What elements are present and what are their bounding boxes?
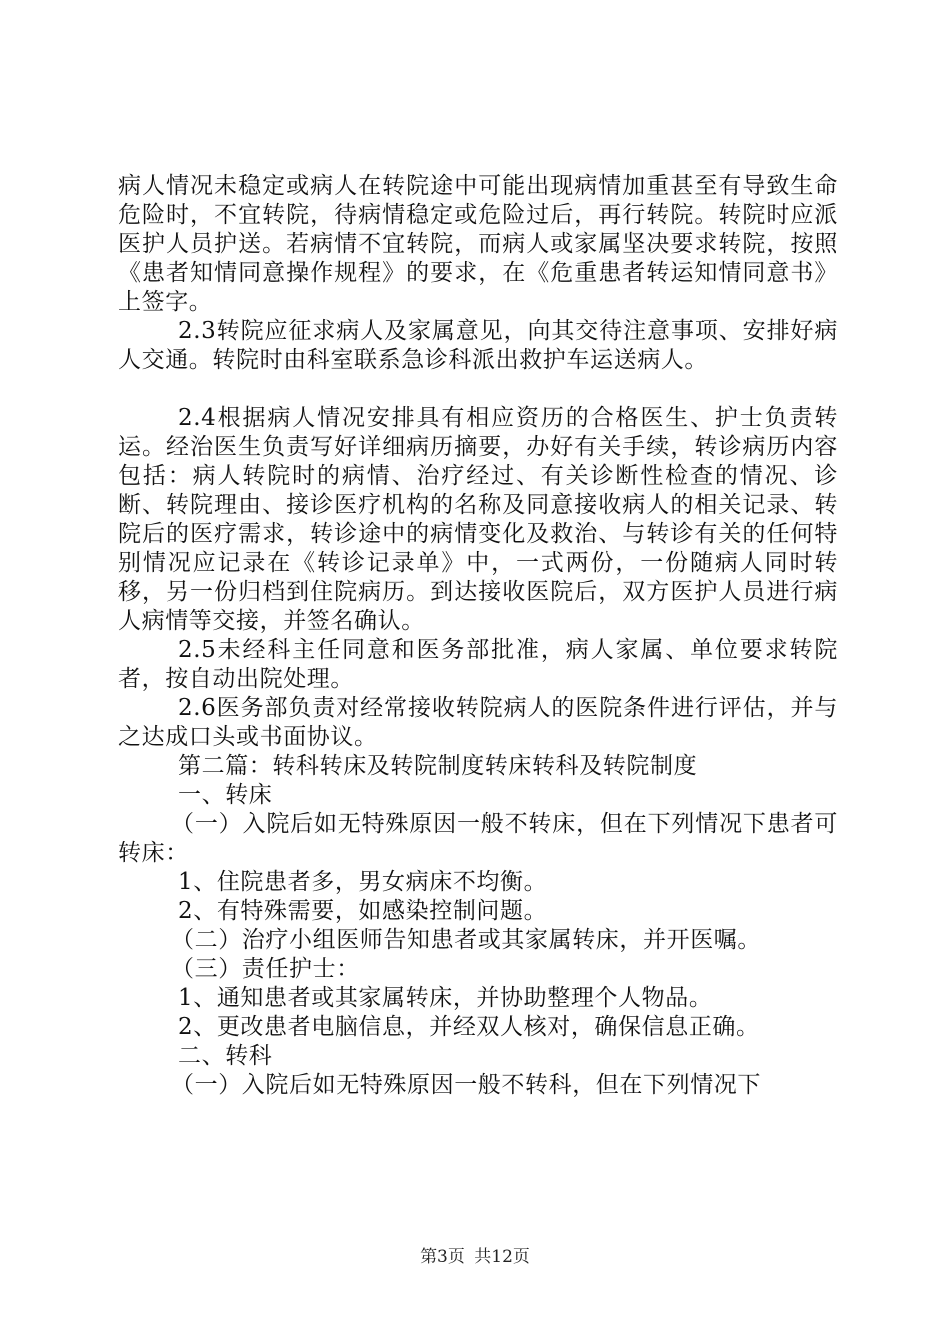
- paragraph-bed-1: （一）入院后如无特殊原因一般不转床，但在下列情况下患者可转床：: [118, 811, 838, 866]
- list-item-bed-1: 1、住院患者多，男女病床不均衡。: [178, 869, 548, 895]
- paragraph-transfer-conditions: 病人情况未稳定或病人在转院途中可能出现病情加重甚至有导致生命危险时，不宜转院，待病情稳定或危险过后，再行转院。转院时应派医护人员护送。若病情不宜转院，而病人或家属坚决要求转院，按照《患者知情同意操作规程》的要求，在《危重患者转运知情同意书》上签字。: [118, 173, 838, 315]
- paragraph-bed-3: （三）责任护士：: [171, 956, 360, 982]
- section-title-part-two: 第二篇：转科转床及转院制度转床转科及转院制度: [178, 753, 698, 779]
- page-footer: [0, 1242, 950, 1267]
- paragraph-dept-1: （一）入院后如无特殊原因一般不转科，但在下列情况下: [171, 1072, 761, 1098]
- paragraph-bed-2: （二）治疗小组医师告知患者或其家属转床，并开医嘱。: [171, 927, 761, 953]
- heading-transfer-dept: 二、转科: [178, 1043, 273, 1069]
- list-item-nurse-2: 2、更改患者电脑信息，并经双人核对，确保信息正确。: [178, 1014, 760, 1040]
- paragraph-2-3: 2.3转院应征求病人及家属意见，向其交待注意事项、安排好病人交通。转院时由科室联系急诊科派出救护车运送病人。: [118, 318, 838, 373]
- page-total: 共12页: [474, 1247, 530, 1267]
- paragraph-2-5: 2.5未经科主任同意和医务部批准，病人家属、单位要求转院者，按自动出院处理。: [118, 637, 838, 692]
- paragraph-2-4: 2.4根据病人情况安排具有相应资历的合格医生、护士负责转运。经治医生负责写好详细病历摘要，办好有关手续，转诊病历内容包括：病人转院时的病情、治疗经过、有关诊断性检查的情况、诊断、转院理由、接诊医疗机构的名称及同意接收病人的相关记录、转院后的医疗需求，转诊途中的病情变化及救治、与转诊有关的任何特别情况应记录在《转诊记录单》中，一式两份，一份随病人同时转移，另一份归档到住院病历。到达接收医院后，双方医护人员进行病人病情等交接，并签名确认。: [118, 405, 838, 634]
- page-number: 第3页: [420, 1247, 465, 1267]
- document-body: [118, 172, 838, 1100]
- list-item-nurse-1: 1、通知患者或其家属转床，并协助整理个人物品。: [178, 985, 713, 1011]
- heading-transfer-bed: 一、转床: [178, 782, 273, 808]
- paragraph-2-6: 2.6医务部负责对经常接收转院病人的医院条件进行评估，并与之达成口头或书面协议。: [118, 695, 838, 750]
- blank-line: [118, 375, 838, 404]
- list-item-bed-2: 2、有特殊需要，如感染控制问题。: [178, 898, 548, 924]
